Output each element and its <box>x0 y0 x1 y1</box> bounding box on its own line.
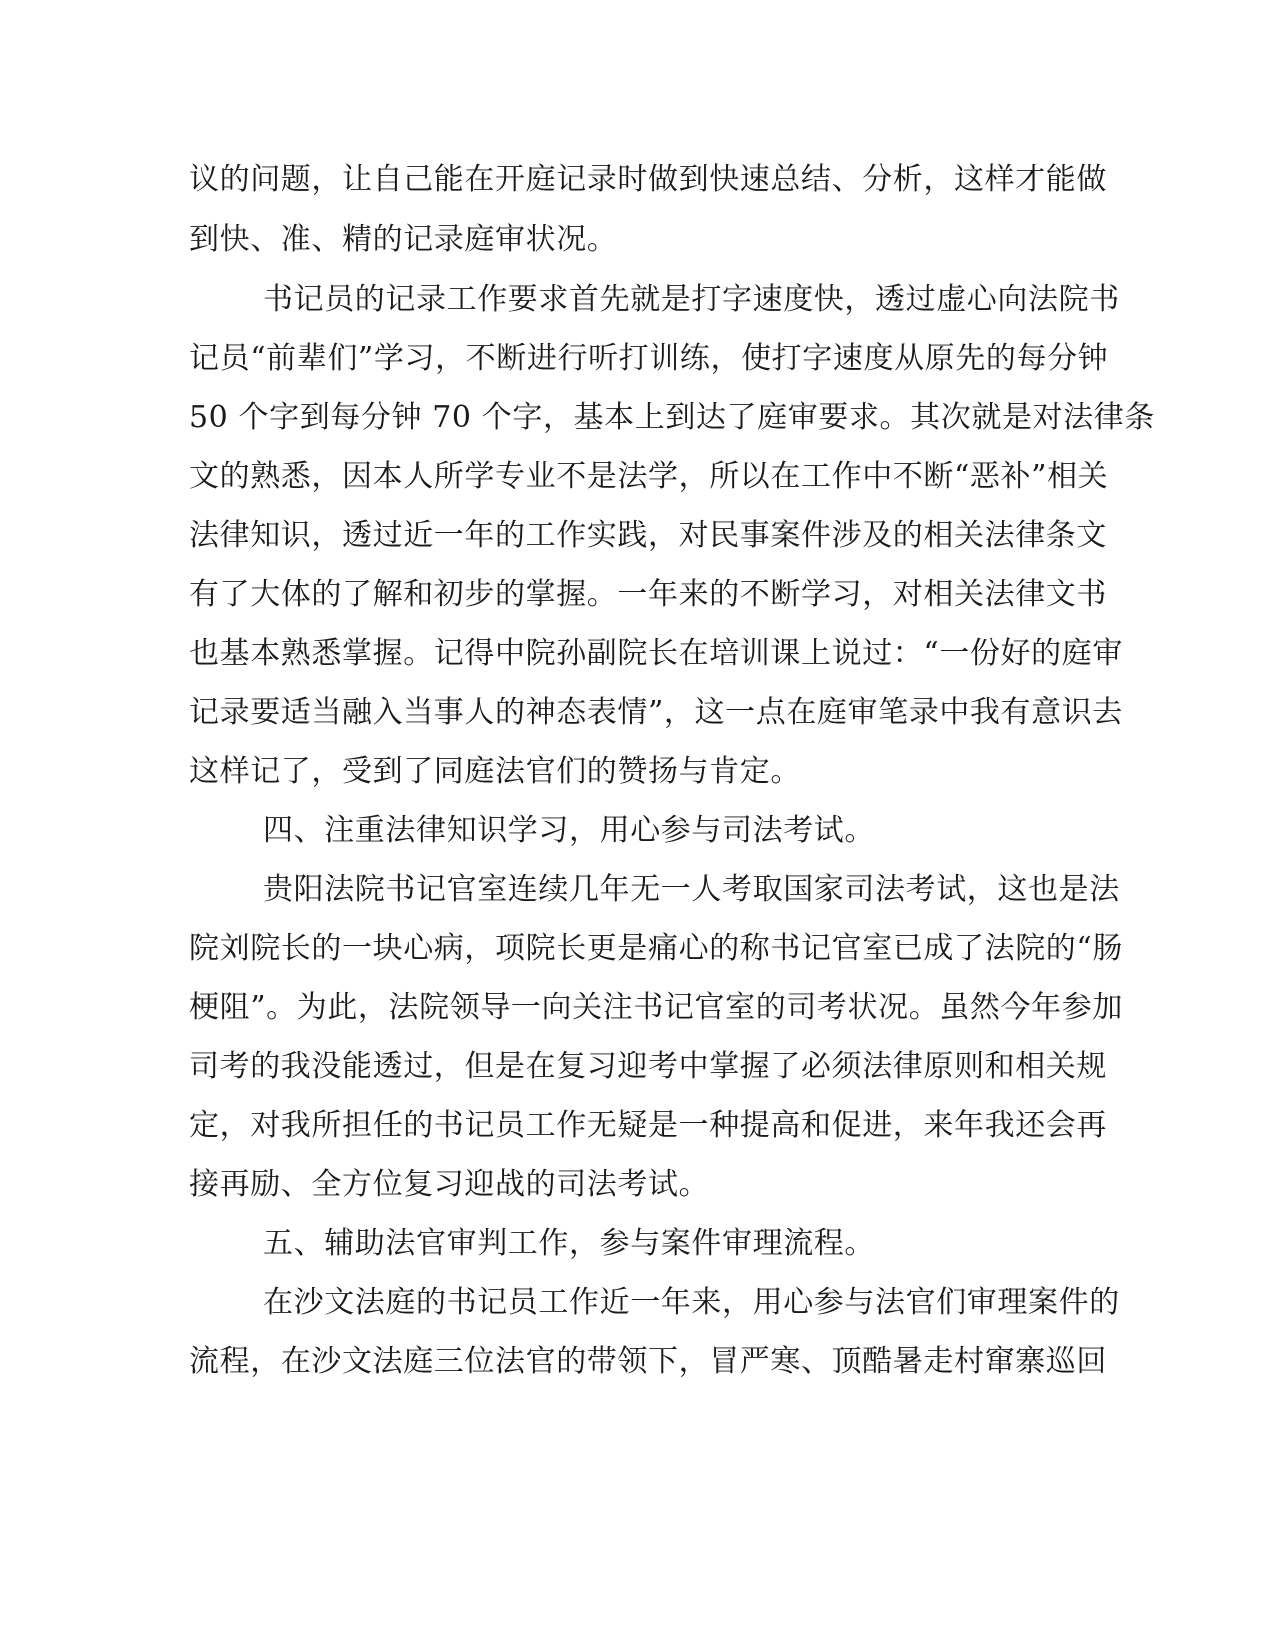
text-line: 有了大体的了解和初步的掌握。一年来的不断学习，对相关法律文书 <box>189 577 1107 612</box>
text-line: 50 个字到每分钟 70 个字，基本上到达了庭审要求。其次就是对法律条 <box>189 400 1155 435</box>
text-line: 记员“前辈们”学习，不断进行听打训练，使打字速度从原先的每分钟 <box>189 341 1109 376</box>
text-line: 司考的我没能透过，但是在复习迎考中掌握了必须法律原则和相关规 <box>189 1049 1107 1084</box>
text-line: 接再励、全方位复习迎战的司法考试。 <box>189 1167 710 1202</box>
paragraph-start-line: 书记员的记录工作要求首先就是打字速度快，透过虚心向法院书 <box>263 282 1120 317</box>
text-line: 也基本熟悉掌握。记得中院孙副院长在培训课上说过：“一份好的庭审 <box>189 636 1123 671</box>
section-heading-5: 五、辅助法官审判工作，参与案件审理流程。 <box>263 1226 875 1261</box>
text-line: 法律知识，透过近一年的工作实践，对民事案件涉及的相关法律条文 <box>189 518 1107 553</box>
text-line: 文的熟悉，因本人所学专业不是法学，所以在工作中不断“恶补”相关 <box>189 459 1109 494</box>
paragraph-start-line: 在沙文法庭的书记员工作近一年来，用心参与法官们审理案件的 <box>263 1285 1120 1320</box>
paragraph-start-line: 贵阳法院书记官室连续几年无一人考取国家司法考试，这也是法 <box>263 872 1120 907</box>
text-line: 这样记了，受到了同庭法官们的赞扬与肯定。 <box>189 754 801 789</box>
text-line: 记录要适当融入当事人的神态表情”，这一点在庭审笔录中我有意识去 <box>189 695 1123 730</box>
text-line: 院刘院长的一块心病，项院长更是痛心的称书记官室已成了法院的“肠 <box>189 931 1123 966</box>
text-line: 梗阻”。为此，法院领导一向关注书记官室的司考状况。虽然今年参加 <box>189 990 1123 1025</box>
section-heading-4: 四、注重法律知识学习，用心参与司法考试。 <box>263 813 875 848</box>
text-line: 到快、准、精的记录庭审状况。 <box>189 222 618 257</box>
text-line: 流程，在沙文法庭三位法官的带领下，冒严寒、顶酷暑走村窜寨巡回 <box>189 1344 1107 1379</box>
text-line: 议的问题，让自己能在开庭记录时做到快速总结、分析，这样才能做 <box>189 162 1107 197</box>
text-line: 定，对我所担任的书记员工作无疑是一种提高和促进，来年我还会再 <box>189 1108 1107 1143</box>
